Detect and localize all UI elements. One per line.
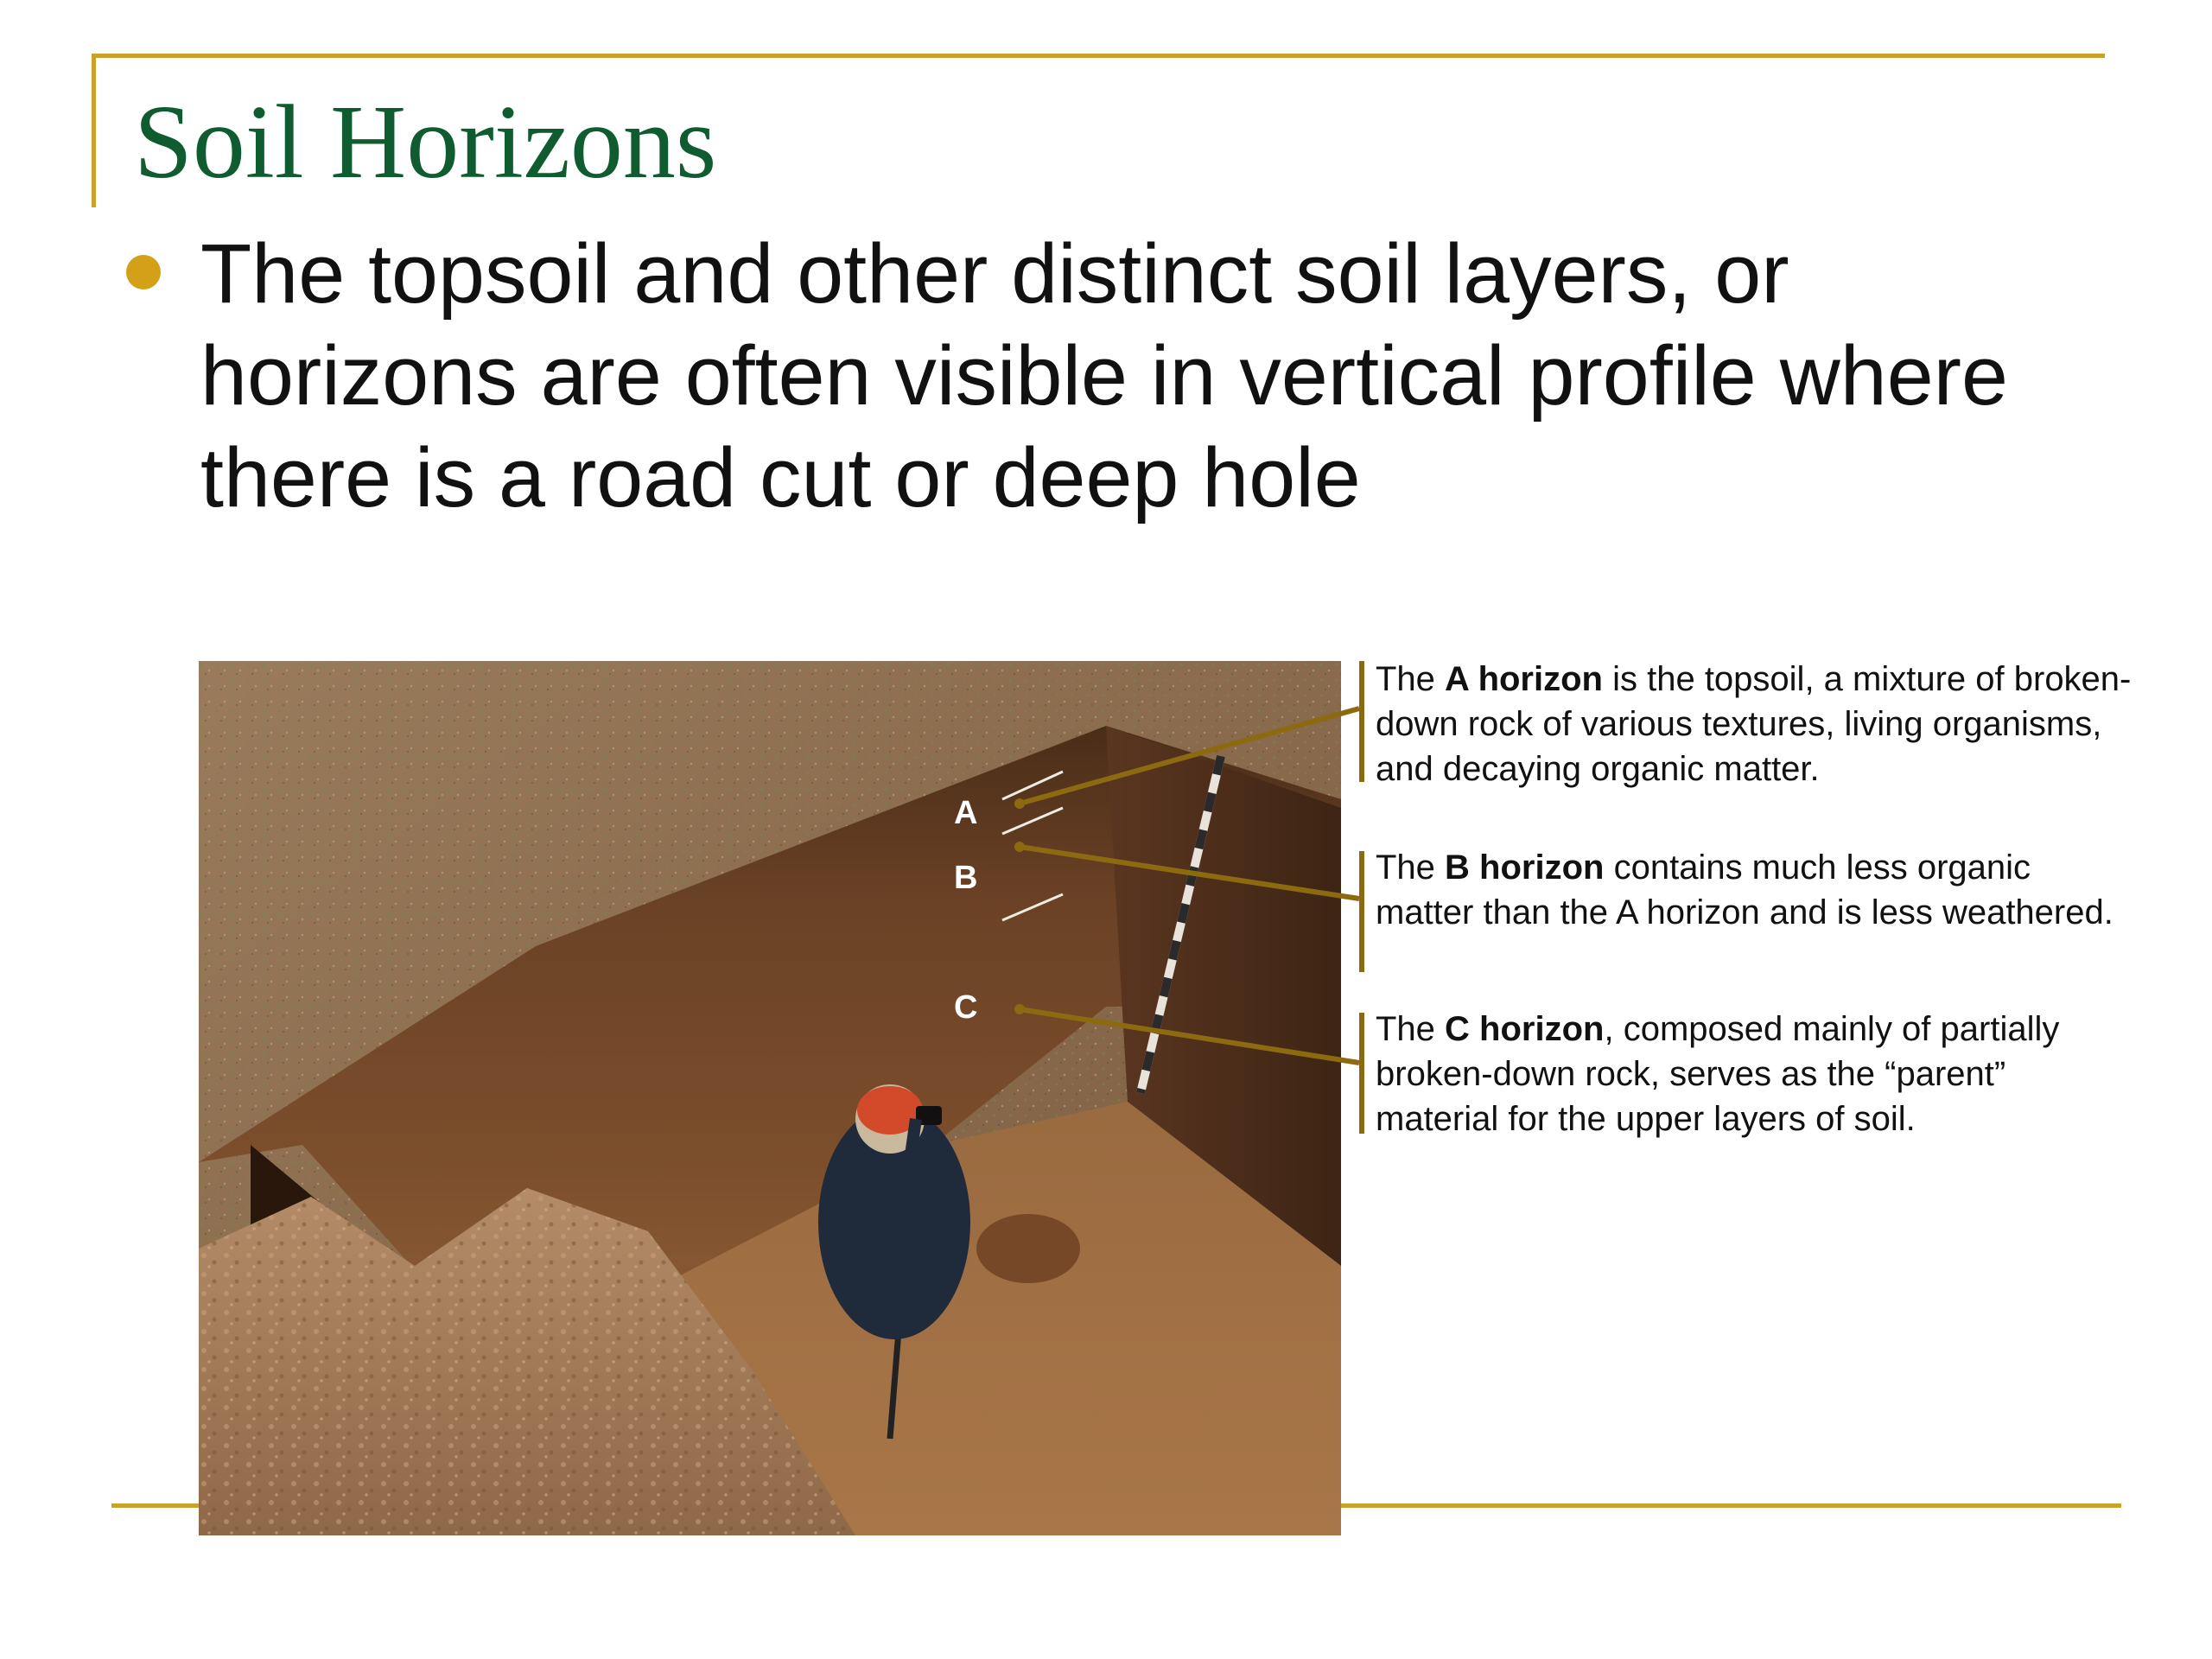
label-c: C xyxy=(954,989,978,1026)
callout-b-term: B horizon xyxy=(1445,849,1605,887)
left-rule xyxy=(92,54,96,207)
callout-a-prefix: The xyxy=(1376,660,1446,698)
slide-title: Soil Horizons xyxy=(134,84,717,200)
callout-b-prefix: The xyxy=(1376,849,1446,887)
callout-c-term: C horizon xyxy=(1445,1010,1605,1048)
callout-a-text: is the topsoil, a mixture of broken-down rock of various textures, living organisms, and decaying organic matter. xyxy=(1376,660,2132,788)
label-a: A xyxy=(954,795,978,831)
callout-c xyxy=(1376,1007,2136,1141)
callout-a-bracket xyxy=(1359,661,1364,782)
callout-c-bracket xyxy=(1359,1013,1364,1134)
callout-a-term: A horizon xyxy=(1445,660,1603,698)
callout-c-text: , composed mainly of partially broken-down rock, serves as the “parent” material for the upper layers of soil. xyxy=(1376,1010,2060,1138)
callout-b xyxy=(1376,845,2136,935)
bullet-text: The topsoil and other distinct soil layers, or horizons are often visible in vertical profile where there is a road cut or deep hole xyxy=(200,226,2008,524)
label-b: B xyxy=(954,860,978,896)
top-rule xyxy=(92,54,2105,58)
soil-pit-photo xyxy=(199,661,1341,1535)
callout-b-text: contains much less organic matter than the A horizon and is less weathered. xyxy=(1376,849,2113,931)
callout-a xyxy=(1376,657,2136,791)
callout-c-prefix: The xyxy=(1376,1010,1446,1048)
callout-b-bracket xyxy=(1359,851,1364,972)
bullet-icon xyxy=(126,255,161,289)
